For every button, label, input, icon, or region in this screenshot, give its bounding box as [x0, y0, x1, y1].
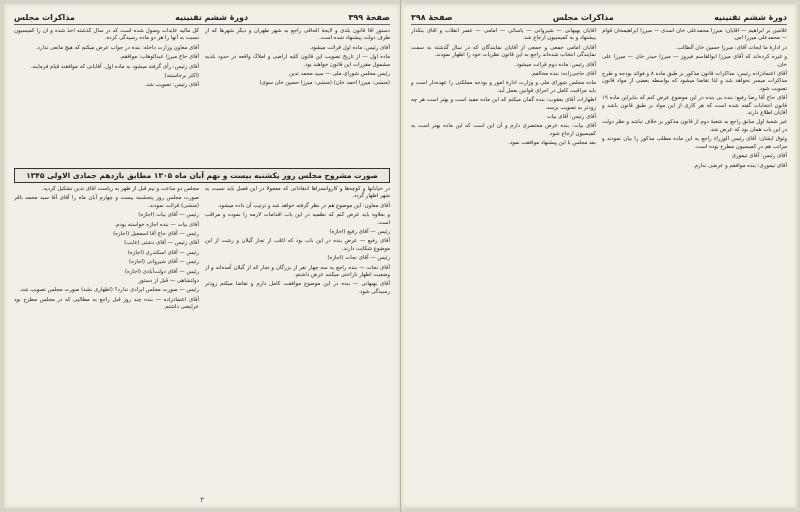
paragraph: بعد مجلس با این پیشنهاد موافقت نمود.	[508, 140, 596, 147]
paragraph: رئیس — آقای دولت‌آبادی (اجازه)	[124, 268, 199, 275]
paragraph: رئیس — آقای نجات (اجازه)	[327, 255, 390, 262]
paragraph: غیر شعبهٔ اول سابق راجع به شعبهٔ دوم از قانون مذکور بر خلاف نباشد و نظر دولت در این باب همان بود که عرض شد.	[602, 119, 787, 133]
paragraph: (اکثر برخاستند)	[164, 73, 199, 80]
paragraph: رئیس — آقای شیروانی (اجازه)	[128, 259, 199, 266]
paragraph: آقای معاون وزارت داخله: بنده در جواب عرض میکنم که هیچ مانعی ندارد.	[35, 44, 199, 51]
paragraph: آقای بیات: بنده عرض مختصری دارم و آن این است که این ماده بهتر است به کمیسیون ارجاع شود.	[411, 123, 596, 137]
paragraph: رئیس — آقای رفیع (اجازه)	[329, 229, 390, 236]
left-page	[4, 4, 400, 508]
left-header-session: دورهٔ ششم تقنینیه	[175, 12, 249, 22]
paragraph: آقای بیات — بنده اجازه خواسته بودم.	[114, 221, 199, 228]
paragraph: آقای رئیس — آقای دشتی (غایب)	[124, 240, 199, 247]
paragraph: آقای نجات — بنده راجع به سه چهار نفر از بزرگان و تجار که از گیلان آمده‌اند و از وضعیت اظهار ناراحتی میکنند عرض داشتم.	[205, 264, 390, 279]
paragraph: آقای رفیع — عرض بنده در این باب بود که اغلب از تجار گیلان و رشت از این موضوع شکایت دارند.	[205, 238, 390, 252]
paragraph: ماده اول — از تاریخ تصویب این قانون کلیه اراضی و املاک واقعه در حدود بلدیه مشمول مقررات این قانون خواهند بود.	[205, 54, 390, 68]
paragraph: در خیابانها و کوچه‌ها و کاروانسراها انتقاداتی که معمولاً در این فصل باید نسبت به شهر اظهار گردد.	[205, 186, 390, 200]
paragraph: آقای رئیس: آقای بیات	[546, 114, 596, 121]
paragraph: آقای معاون: این موضوع هم در نظر گرفته خواهد شد و ترتیب آن داده میشود.	[217, 202, 390, 209]
left-bottom-columns	[14, 186, 390, 490]
left-bottom-column-left	[14, 186, 199, 490]
paragraph: آقای بهبهانی — بنده در این موضوع موافقت کامل دارم و تقاضا میکنم زودتر رسیدگی شود.	[205, 281, 390, 295]
left-top-columns	[14, 28, 390, 164]
left-header-title: مذاکرات مجلس	[14, 12, 75, 22]
right-column-right	[602, 28, 787, 490]
paragraph: آقای حاج میرزا عبدالوهاب: موافقم.	[119, 54, 199, 61]
paragraph: آقای حاجی‌زاده: بنده مخالفم.	[530, 71, 596, 78]
left-header-page-number: صفحهٔ ۳۹۹	[348, 12, 390, 22]
right-header-session: دورهٔ ششم تقنینیه	[714, 12, 787, 22]
paragraph: آقای رئیس: رأی گرفته میشود به ماده اول. آقایانی که موافقند قیام فرمایند.	[30, 63, 199, 70]
paragraph: آقایان امامی جمعی و جمعی از آقایان نمایندگان که در سال گذشته به سمت نمایندگی انتخاب شده‌اند راجع به این قانون نظریات خود را اظهار نمودند.	[411, 44, 596, 59]
paragraph: آقای اعتمادزاده — بنده چند روز قبل راجع به مطالبی که در مجلس مطرح بود عرایضی داشتم.	[14, 296, 199, 311]
paragraph: دستور آقا قانون بلدی و لایحهٔ الحاقی راجع به شهر طهران و دیگر شهرها که از طرف دولت پیشنهاد شده است.	[205, 28, 390, 42]
paragraph: اظهارات آقای یعقوب: بنده گمان میکنم که این ماده مفید است و بهتر است هر چه زودتر به تصویب برسد.	[411, 97, 596, 111]
right-column-left	[411, 28, 596, 490]
paragraph: کل مالیه عایدات وصول شده است که در سال گذشته اخذ شده و آن را کمیسیون نسبت به آنها را هر دو ماده رسیدگی کرده.	[14, 28, 199, 42]
paragraph: آقای اعتمادزاده رئیس: مذاکرات قانون مذکور بر طبق ماده ۸ و فوائد بودجه و طرح مذاکرات میسر نخواهد شد و لذا تقاضا میشود که بواسطه بعضی از مواد قانون تصویب شود.	[602, 71, 787, 92]
right-header-title: مذاکرات مجلس	[552, 12, 614, 22]
paragraph: مجلس دو ساعت و نیم قبل از ظهر به ریاست آقای تدین تشکیل گردید.	[41, 186, 199, 192]
paragraph: آقایان بهبهانی — شیروانی — یاسائی — امامی — عصر انقلاب و آقای بنکدار بیشنهاد و به کمیسیون ارجاع شد.	[411, 28, 596, 42]
paragraph: و غیره کرده‌اند که آقای میرزا ابوالقاسم فیروز — میرزا حیدر خان — میرزا علی خان.	[602, 54, 787, 68]
paragraph: ماده مجلس شورای ملی و وزارت ادارهٔ امور و بودجه مملکتی را عهده‌دار است و باید مراقبت کامل در اجرای قوانین بعمل آید.	[411, 80, 596, 94]
left-bottom-column-right	[205, 186, 390, 490]
right-page-columns	[411, 28, 787, 490]
paragraph: رئیس — آقای اسکندری (اجازه)	[127, 249, 199, 256]
paragraph: آقای رئیس: ماده اول قرائت میشود.	[309, 44, 390, 51]
right-page-header	[411, 10, 787, 25]
right-page	[401, 4, 797, 508]
paragraph: و بعلاوه باید عرض کنم که نظمیه در این باب اقدامات لازمه را نموده و مراقب است.	[205, 212, 390, 226]
paragraph: آقای رئیس: ماده دوم قرائت میشود.	[514, 61, 596, 68]
right-header-page-number: صفحهٔ ۳۹۸	[411, 12, 453, 22]
paragraph: آقای تیموری: بنده موافقم و عرضی ندارم.	[692, 162, 787, 169]
paragraph: رئیس مجلس شورای ملی — سید محمد تدین	[288, 71, 390, 78]
left-page-footer: ۳	[200, 496, 204, 504]
paragraph: آقای رئیس: آقای تیموری	[731, 153, 787, 160]
paragraph: دولتشاهی — قبل از دستور	[138, 278, 199, 285]
paragraph: غلامین بر ابراهیم — آقایان: میرزا محمدعلی خان اسدی — میرزا ابراهیمخان قوام — محمدعلی میرزا اس.	[602, 28, 787, 42]
paragraph: آقای حاج آقا رضا رفیع: بنده بی بنده در این موضوع عرض کنم که بنابراین ماده ۱۹ قانون انتخابات گفته شده است که هر کاری از این مواد بر طبق قانون باشد و آقایان اطلاع دارند.	[602, 95, 787, 117]
left-top-column-right	[205, 28, 390, 164]
paragraph: وثوق ایشان: آقای رئیس الوزراء راجع به این ماده مطلب مذکور را بیان نمودند و مراتب هم در کمیسیون مطرح بوده است.	[602, 136, 787, 150]
session-banner: صورت مشروح مجلس روز یکشنبه بیست و نهم آبان ماه ۱۳۰۵ مطابق بازدهم جمادی الاولی ۱۳۴۵	[14, 168, 390, 183]
left-top-column-left	[14, 28, 199, 164]
paragraph: رئیس — صورت مجلس ایرادی ندارد؟ (اظهاری نشد) صورت مجلس تصویب شد.	[19, 287, 199, 294]
paragraph: رئیس — آقای بیات (اجازه)	[138, 212, 199, 219]
paragraph: (منشی: میرزا احمد خان) (منشی: میرزا حسین خان سوی)	[259, 80, 390, 87]
paragraph: صورت مجلس روز پنجشنبه بیست و چهارم آبان ماه را آقای آقا سید محمد باقر (منشی) قرائت نمودند.	[14, 195, 199, 209]
paragraph: رئیس — آقای حاج آقا اسمعیل (اجازه)	[113, 231, 199, 238]
paragraph: در ادارهٔ ما ابحاث آقای: میرزا حسین خان آلطالب.	[675, 44, 787, 51]
paragraph: آقای رئیس: تصویب شد.	[144, 82, 199, 89]
left-page-header	[14, 10, 390, 25]
